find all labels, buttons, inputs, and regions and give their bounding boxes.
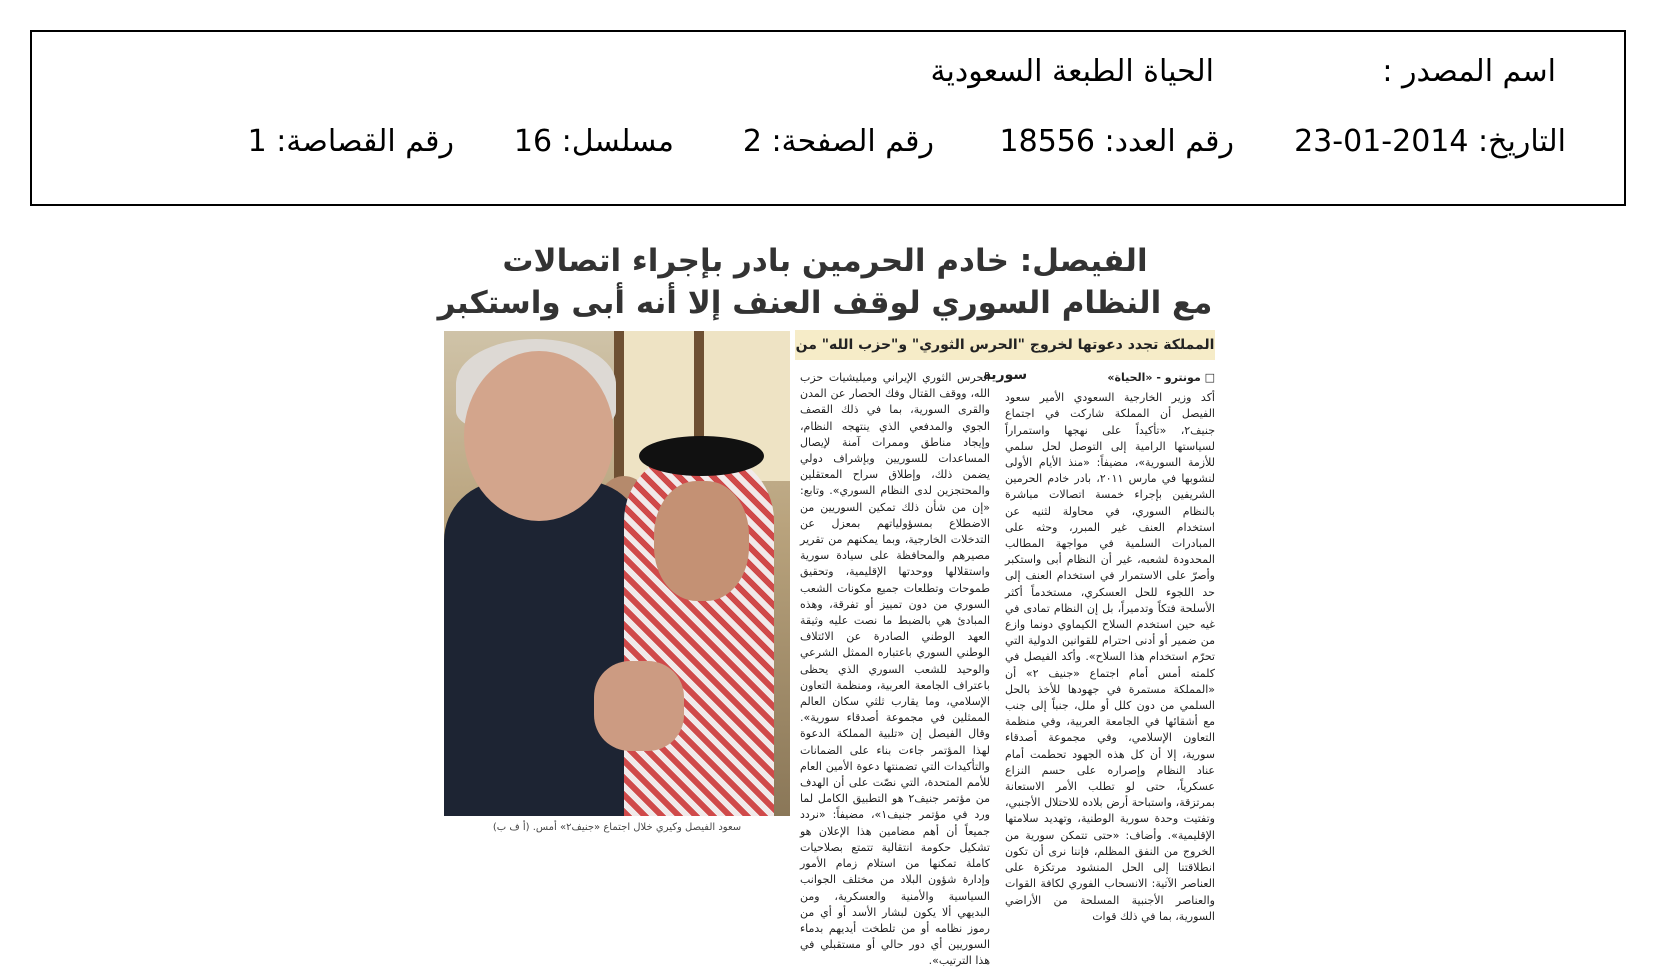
article-photo xyxy=(444,331,790,816)
source-value: الحياة الطبعة السعودية xyxy=(930,54,1214,89)
person-hands xyxy=(594,661,684,751)
date-field: التاريخ: 2014-01-23 xyxy=(1294,124,1566,159)
person-face xyxy=(654,481,749,601)
column-2-text: الحرس الثوري الإيراني وميليشيات حزب الله، ووقف القتال وفك الحصار عن المدن والقرى السورية، بما في ذلك القصف الجوي والمدفعي الذي ينتهجه النظام، وإيجاد مناطق وممرات آمنة لإيصال المساعدات للسوريين وبإشراف دولي يضمن ذلك، وإطلاق سراح المعتقلين والمحتجزين لدى النظام السوري». وتابع: «إن من شأن ذلك تمكين السوريين من الاضطلاع بمسؤولياتهم بمعزل عن التدخلات الخارجية، وبما يمكنهم من تقرير مصيرهم والمحافظة على سيادة سورية واستقلالها ووحدتها الإقليمية، وتحقيق طموحات وتطلعات جميع مكونات الشعب السوري من دون تمييز أو تفرقة، وهذه المبادئ هي بالضبط ما نصت عليه وثيقة العهد الوطني الصادرة عن الائتلاف الوطني السوري باعتباره الممثل الشرعي والوحيد للشعب السوري الذي يحظى باعتراف الجامعة العربية، ومنظمة التعاون الإسلامي، وما يقارب ثلثي سكان العالم الممثلين في مجموعة أصدقاء سورية». وقال الفيصل إن «تلبية المملكة الدعوة لهذا المؤتمر جاءت بناء على الضمانات والتأكيدات التي تضمنتها دعوة الأمين العام للأمم المتحدة، التي نصّت على أن الهدف من مؤتمر جنيف٢ هو التطبيق الكامل لما ورد في مؤتمر جنيف١»، مضيفاً: «نردد جميعاً أن أهم مضامين هذا الإعلان هو تشكيل حكومة انتقالية تتمتع بصلاحيات كاملة تمكنها من استلام زمام الأمور وإدارة شؤون البلاد من مختلف الجوانب السياسية والأمنية والعسكرية، ومن البديهي ألا يكون لبشار الأسد أو أي من رموز نظامه أو من تلطخت أيديهم بدماء السوريين أي دور حالي أو مستقبلي في هذا الترتيب». xyxy=(800,371,991,968)
headline-line-1: الفيصل: خادم الحرمين بادر بإجراء اتصالات xyxy=(502,243,1148,279)
article-subheadline: المملكة تجدد دعوتها لخروج "الحرس الثوري" و"حزب الله" من سورية xyxy=(795,330,1215,360)
column-1-text: أكد وزير الخارجية السعودي الأمير سعود الفيصل أن المملكة شاركت في اجتماع جنيف٢، «تأكيداً على نهجها واستمراراً لسياستها الرامية إلى التوصل لحل سلمي للأزمة السورية»، مضيفاً: «منذ الأيام الأولى لنشوبها في مارس ٢٠١١، بادر خادم الحرمين الشريفين بإجراء خمسة اتصالات مباشرة بالنظام السوري، في محاولة لثنيه عن استخدام العنف غير المبرر، وحثه على المبادرات السلمية في مواجهة المطالب المحدودة لشعبه، غير أن النظام أبى واستكبر وأصرّ على الاستمرار في استخدام العنف إلى حد اللجوء للحل العسكري، مستخدماً أكثر الأسلحة فتكاً وتدميراً، بل إن النظام تمادى في غيه حين استخدم السلاح الكيماوي دونما وازع من ضمير أو أدنى احترام للقوانين الدولية التي تحرّم استخدام هذا السلاح». وأكد الفيصل في كلمته أمس أمام اجتماع «جنيف ٢» أن «المملكة مستمرة في جهودها للأخذ بالحل السلمي من دون كلل أو ملل، جنباً إلى جنب مع أشقائها في الجامعة العربية، وفي منظمة التعاون الإسلامي، وفي مجموعة أصدقاء سورية، إلا أن كل هذه الجهود تحطمت أمام عناد النظام وإصراره على حسم النزاع عسكرياً، حتى لو تطلب الأمر الاستعانة بمرتزقة، واستباحة أرض بلاده للاحتلال الأجنبي، وتفتيت وحدة سورية الوطنية، وتهديد سلامتها الإقليمية». وأضاف: «حتى تتمكن سورية من الخروج من النفق المظلم، فإننا نرى أن تكون انطلاقتنا إلى الحل المنشود مرتكزة على العناصر الآتية: الانسحاب الفوري لكافة القوات والعناصر الأجنبية المسلحة من الأراضي السورية، بما في ذلك قوات xyxy=(1005,391,1215,923)
byline: □ مونترو - «الحياة» xyxy=(1107,371,1215,384)
photo-caption: سعود الفيصل وكيري خلال اجتماع «جنيف٢» أمس. (أ ف ب) xyxy=(492,822,742,833)
clip-number-field: رقم القصاصة: 1 xyxy=(247,124,454,159)
page-number-field: رقم الصفحة: 2 xyxy=(742,124,934,159)
article-column-1 xyxy=(1005,370,1215,923)
headline-line-2: مع النظام السوري لوقف العنف إلا أنه أبى واستكبر xyxy=(437,285,1213,321)
serial-field: مسلسل: 16 xyxy=(513,124,674,159)
person-head xyxy=(464,351,614,521)
article-headline xyxy=(430,240,1220,324)
source-label: اسم المصدر : xyxy=(1382,54,1556,89)
article-column-2 xyxy=(800,370,991,968)
agal-headband xyxy=(639,436,764,476)
person-suit xyxy=(444,481,644,816)
issue-number-field: رقم العدد: 18556 xyxy=(999,124,1234,159)
source-info-box xyxy=(30,30,1626,206)
